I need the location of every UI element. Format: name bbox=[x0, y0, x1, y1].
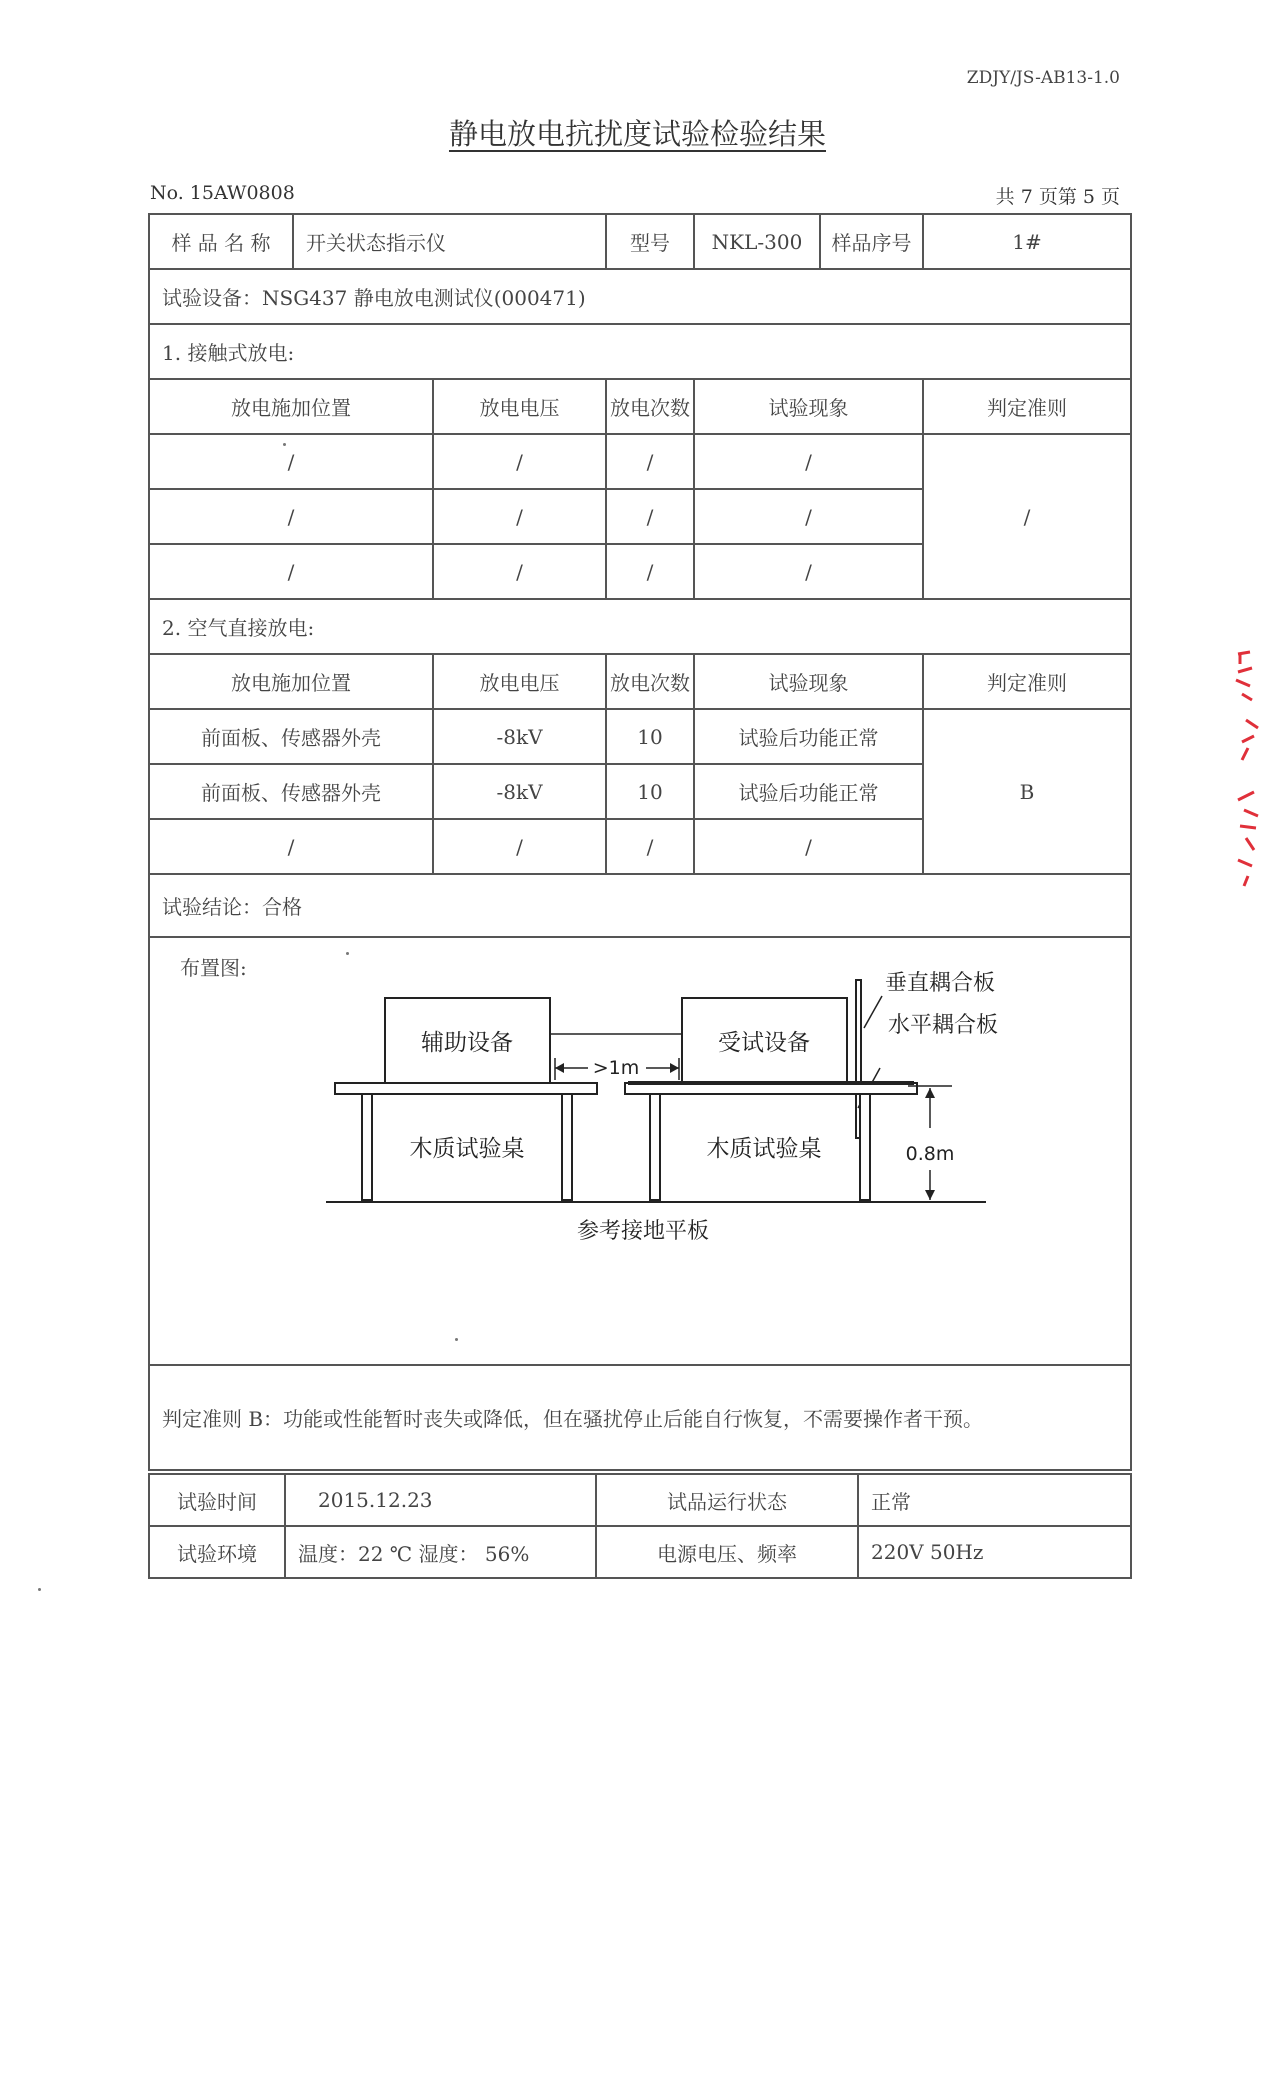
cell-voltage: / bbox=[433, 434, 606, 489]
ground-plane-label: 参考接地平板 bbox=[576, 1219, 710, 1244]
arrow-right-icon bbox=[670, 1063, 679, 1073]
layout-label: 布置图: bbox=[180, 956, 247, 980]
test-time-label: 试验时间 bbox=[149, 1474, 285, 1526]
cell-voltage: -8kV bbox=[433, 709, 606, 764]
table-row bbox=[149, 709, 1131, 764]
cell-voltage: / bbox=[433, 489, 606, 544]
seal-stamp-fragment bbox=[1228, 650, 1264, 890]
cell-count: / bbox=[606, 819, 694, 874]
cell-count: / bbox=[606, 434, 694, 489]
cell-count: 10 bbox=[606, 709, 694, 764]
col-header-phenomenon: 试验现象 bbox=[694, 379, 923, 434]
cell-phenomenon: / bbox=[694, 544, 923, 599]
col-header-position: 放电施加位置 bbox=[149, 654, 433, 709]
arrow-up-icon bbox=[925, 1088, 935, 1098]
arrow-down-icon bbox=[925, 1190, 935, 1200]
cell-position: / bbox=[149, 489, 433, 544]
height-label: 0.8m bbox=[905, 1143, 955, 1165]
model-label: 型号 bbox=[606, 214, 694, 269]
cell-criterion: B bbox=[923, 709, 1131, 874]
condition-table bbox=[148, 1473, 1132, 1579]
sample-state-label: 试品运行状态 bbox=[596, 1474, 858, 1526]
model-value: NKL-300 bbox=[694, 214, 820, 269]
cell-phenomenon: / bbox=[694, 489, 923, 544]
cell-phenomenon: 试验后功能正常 bbox=[694, 709, 923, 764]
power-value: 220V 50Hz bbox=[858, 1526, 1131, 1578]
right-table-leg bbox=[650, 1094, 660, 1200]
sample-name-value: 开关状态指示仪 bbox=[293, 214, 606, 269]
cell-phenomenon: 试验后功能正常 bbox=[694, 764, 923, 819]
left-table-top bbox=[335, 1083, 597, 1094]
page-count: 共 7 页第 5 页 bbox=[995, 186, 1120, 208]
cell-position: 前面板、传感器外壳 bbox=[149, 709, 433, 764]
cell-count: 10 bbox=[606, 764, 694, 819]
cell-position: / bbox=[149, 819, 433, 874]
col-header-count: 放电次数 bbox=[606, 379, 694, 434]
arrow-left-icon bbox=[555, 1063, 564, 1073]
aux-equipment-label: 辅助设备 bbox=[421, 1030, 513, 1056]
air-header-row bbox=[149, 654, 1131, 709]
test-time-value: 2015.12.23 bbox=[285, 1474, 596, 1526]
sample-state-value: 正常 bbox=[858, 1474, 1131, 1526]
eut-label: 受试设备 bbox=[718, 1030, 810, 1056]
col-header-count: 放电次数 bbox=[606, 654, 694, 709]
scan-speck bbox=[283, 443, 286, 446]
right-table-leg bbox=[860, 1094, 870, 1200]
power-label: 电源电压、频率 bbox=[596, 1526, 858, 1578]
serial-value: 1# bbox=[923, 214, 1131, 269]
cell-phenomenon: / bbox=[694, 819, 923, 874]
serial-label: 样品序号 bbox=[820, 214, 923, 269]
horizontal-plane-label: 水平耦合板 bbox=[888, 1013, 999, 1038]
vertical-plane-leader bbox=[864, 996, 882, 1028]
report-number: No. 15AW0808 bbox=[150, 182, 295, 204]
layout-diagram-cell bbox=[149, 937, 1131, 1365]
cell-position: / bbox=[149, 544, 433, 599]
vertical-plane-label: 垂直耦合板 bbox=[885, 971, 996, 996]
contact-section-label: 1. 接触式放电: bbox=[149, 324, 1131, 379]
page-title: 静电放电抗扰度试验检验结果 bbox=[448, 117, 826, 151]
doc-code: ZDJY/JS-AB13-1.0 bbox=[966, 68, 1120, 88]
cell-position: / bbox=[149, 434, 433, 489]
result-table bbox=[148, 213, 1132, 1471]
distance-label: >1m bbox=[592, 1057, 640, 1079]
test-env-label: 试验环境 bbox=[149, 1526, 285, 1578]
cell-voltage: / bbox=[433, 544, 606, 599]
cell-voltage: / bbox=[433, 819, 606, 874]
col-header-criterion: 判定准则 bbox=[923, 654, 1131, 709]
sample-name-label: 样 品 名 称 bbox=[149, 214, 293, 269]
air-section-label: 2. 空气直接放电: bbox=[149, 599, 1131, 654]
left-table-label: 木质试验桌 bbox=[409, 1136, 525, 1162]
scan-speck bbox=[455, 1338, 458, 1341]
scan-speck bbox=[346, 952, 349, 955]
contact-header-row bbox=[149, 379, 1131, 434]
scan-speck bbox=[38, 1588, 41, 1591]
layout-diagram bbox=[150, 938, 1130, 1364]
test-conclusion: 试验结论：合格 bbox=[149, 874, 1131, 937]
cell-phenomenon: / bbox=[694, 434, 923, 489]
cell-voltage: -8kV bbox=[433, 764, 606, 819]
setup-diagram bbox=[150, 938, 1128, 1364]
col-header-voltage: 放电电压 bbox=[433, 654, 606, 709]
test-env-value: 温度：22 ℃ 湿度： 56% bbox=[285, 1526, 596, 1578]
col-header-phenomenon: 试验现象 bbox=[694, 654, 923, 709]
cell-criterion: / bbox=[923, 434, 1131, 599]
col-header-criterion: 判定准则 bbox=[923, 379, 1131, 434]
right-table-label: 木质试验桌 bbox=[706, 1136, 822, 1162]
col-header-position: 放电施加位置 bbox=[149, 379, 433, 434]
left-table-leg bbox=[562, 1094, 572, 1200]
cell-position: 前面板、传感器外壳 bbox=[149, 764, 433, 819]
criterion-note: 判定准则 B：功能或性能暂时丧失或降低，但在骚扰停止后能自行恢复，不需要操作者干预。 bbox=[149, 1365, 1131, 1470]
left-table-leg bbox=[362, 1094, 372, 1200]
col-header-voltage: 放电电压 bbox=[433, 379, 606, 434]
table-row bbox=[149, 434, 1131, 489]
cell-count: / bbox=[606, 544, 694, 599]
cell-count: / bbox=[606, 489, 694, 544]
test-equipment: 试验设备：NSG437 静电放电测试仪(000471) bbox=[149, 269, 1131, 324]
